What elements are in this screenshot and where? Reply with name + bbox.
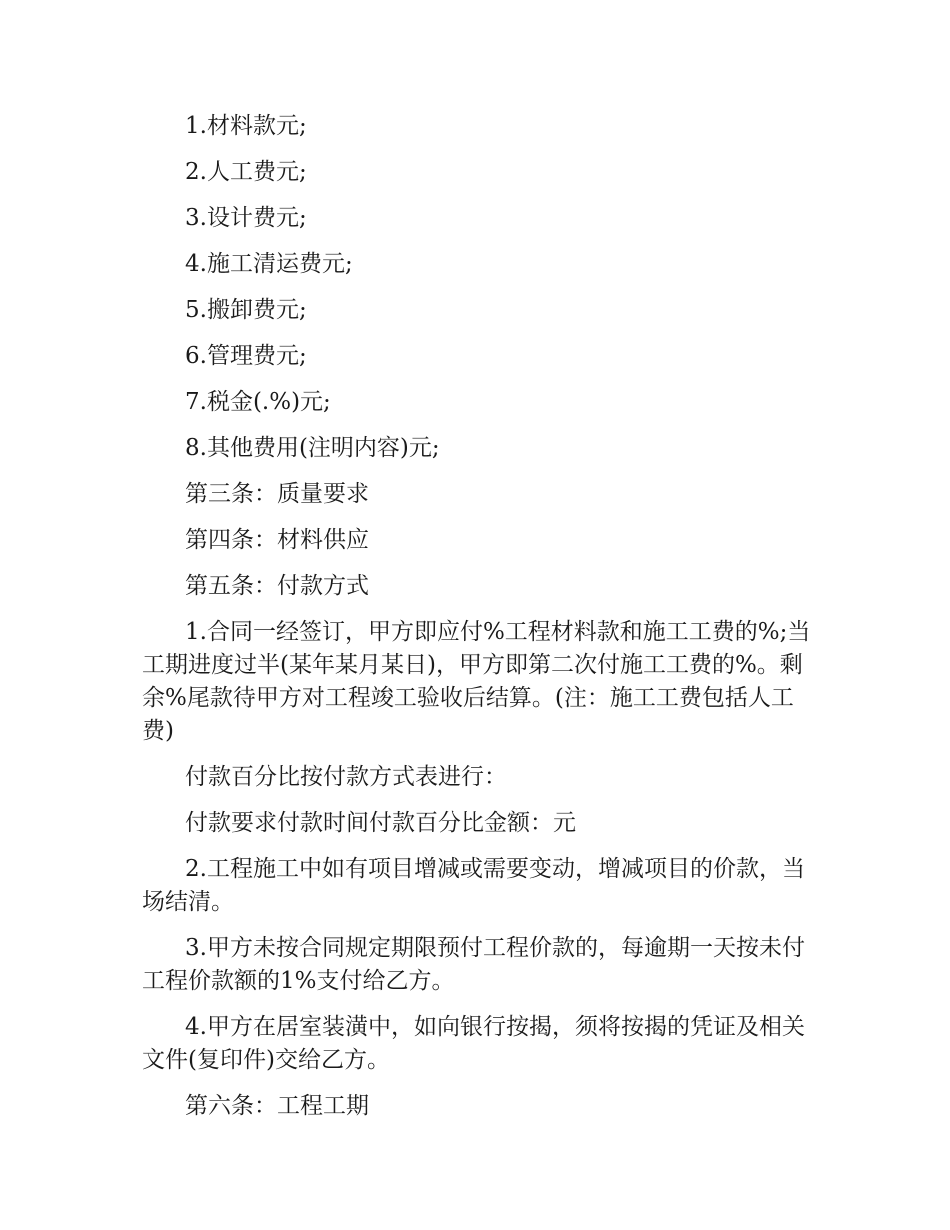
paragraph-item-4-cleanup-fee: 4.施工清运费元;	[185, 251, 353, 277]
section-heading-article-6: 第六条：工程工期	[185, 1093, 369, 1119]
paragraph-item-8-other-fees: 8.其他费用(注明内容)元;	[185, 435, 440, 461]
paragraph-item-3-design-fee: 3.设计费元;	[185, 205, 307, 231]
paragraph-item-5-moving-fee: 5.搬卸费元;	[185, 297, 307, 323]
paragraph-payment-table-header: 付款要求付款时间付款百分比金额：元	[185, 810, 576, 836]
section-heading-article-5: 第五条：付款方式	[185, 573, 369, 599]
paragraph-payment-clause-1: 1.合同一经签订，甲方即应付%工程材料款和施工工费的%;当工期进度过半(某年某月某日)，甲方即第二次付施工工费的%。剩余%尾款待甲方对工程竣工验收后结算。(注：施工工费包括人工费)	[142, 619, 811, 744]
paragraph-item-1-materials-fee: 1.材料款元;	[185, 113, 307, 139]
paragraph-payment-clause-3: 3.甲方未按合同规定期限预付工程价款的，每逾期一天按未付工程价款额的1%支付给乙方。	[142, 935, 805, 994]
section-heading-article-3: 第三条：质量要求	[185, 481, 369, 507]
document-body	[142, 110, 817, 1136]
paragraph-payment-table-note: 付款百分比按付款方式表进行：	[185, 764, 507, 790]
paragraph-item-6-management-fee: 6.管理费元;	[185, 343, 307, 369]
paragraph-item-7-tax: 7.税金(.%)元;	[185, 389, 331, 415]
paragraph-item-2-labor-fee: 2.人工费元;	[185, 159, 307, 185]
section-heading-article-4: 第四条：材料供应	[185, 527, 369, 553]
paragraph-payment-clause-4: 4.甲方在居室装潢中，如向银行按揭，须将按揭的凭证及相关文件(复印件)交给乙方。	[142, 1014, 805, 1073]
paragraph-payment-clause-2: 2.工程施工中如有项目增减或需要变动，增减项目的价款，当场结清。	[142, 856, 805, 915]
